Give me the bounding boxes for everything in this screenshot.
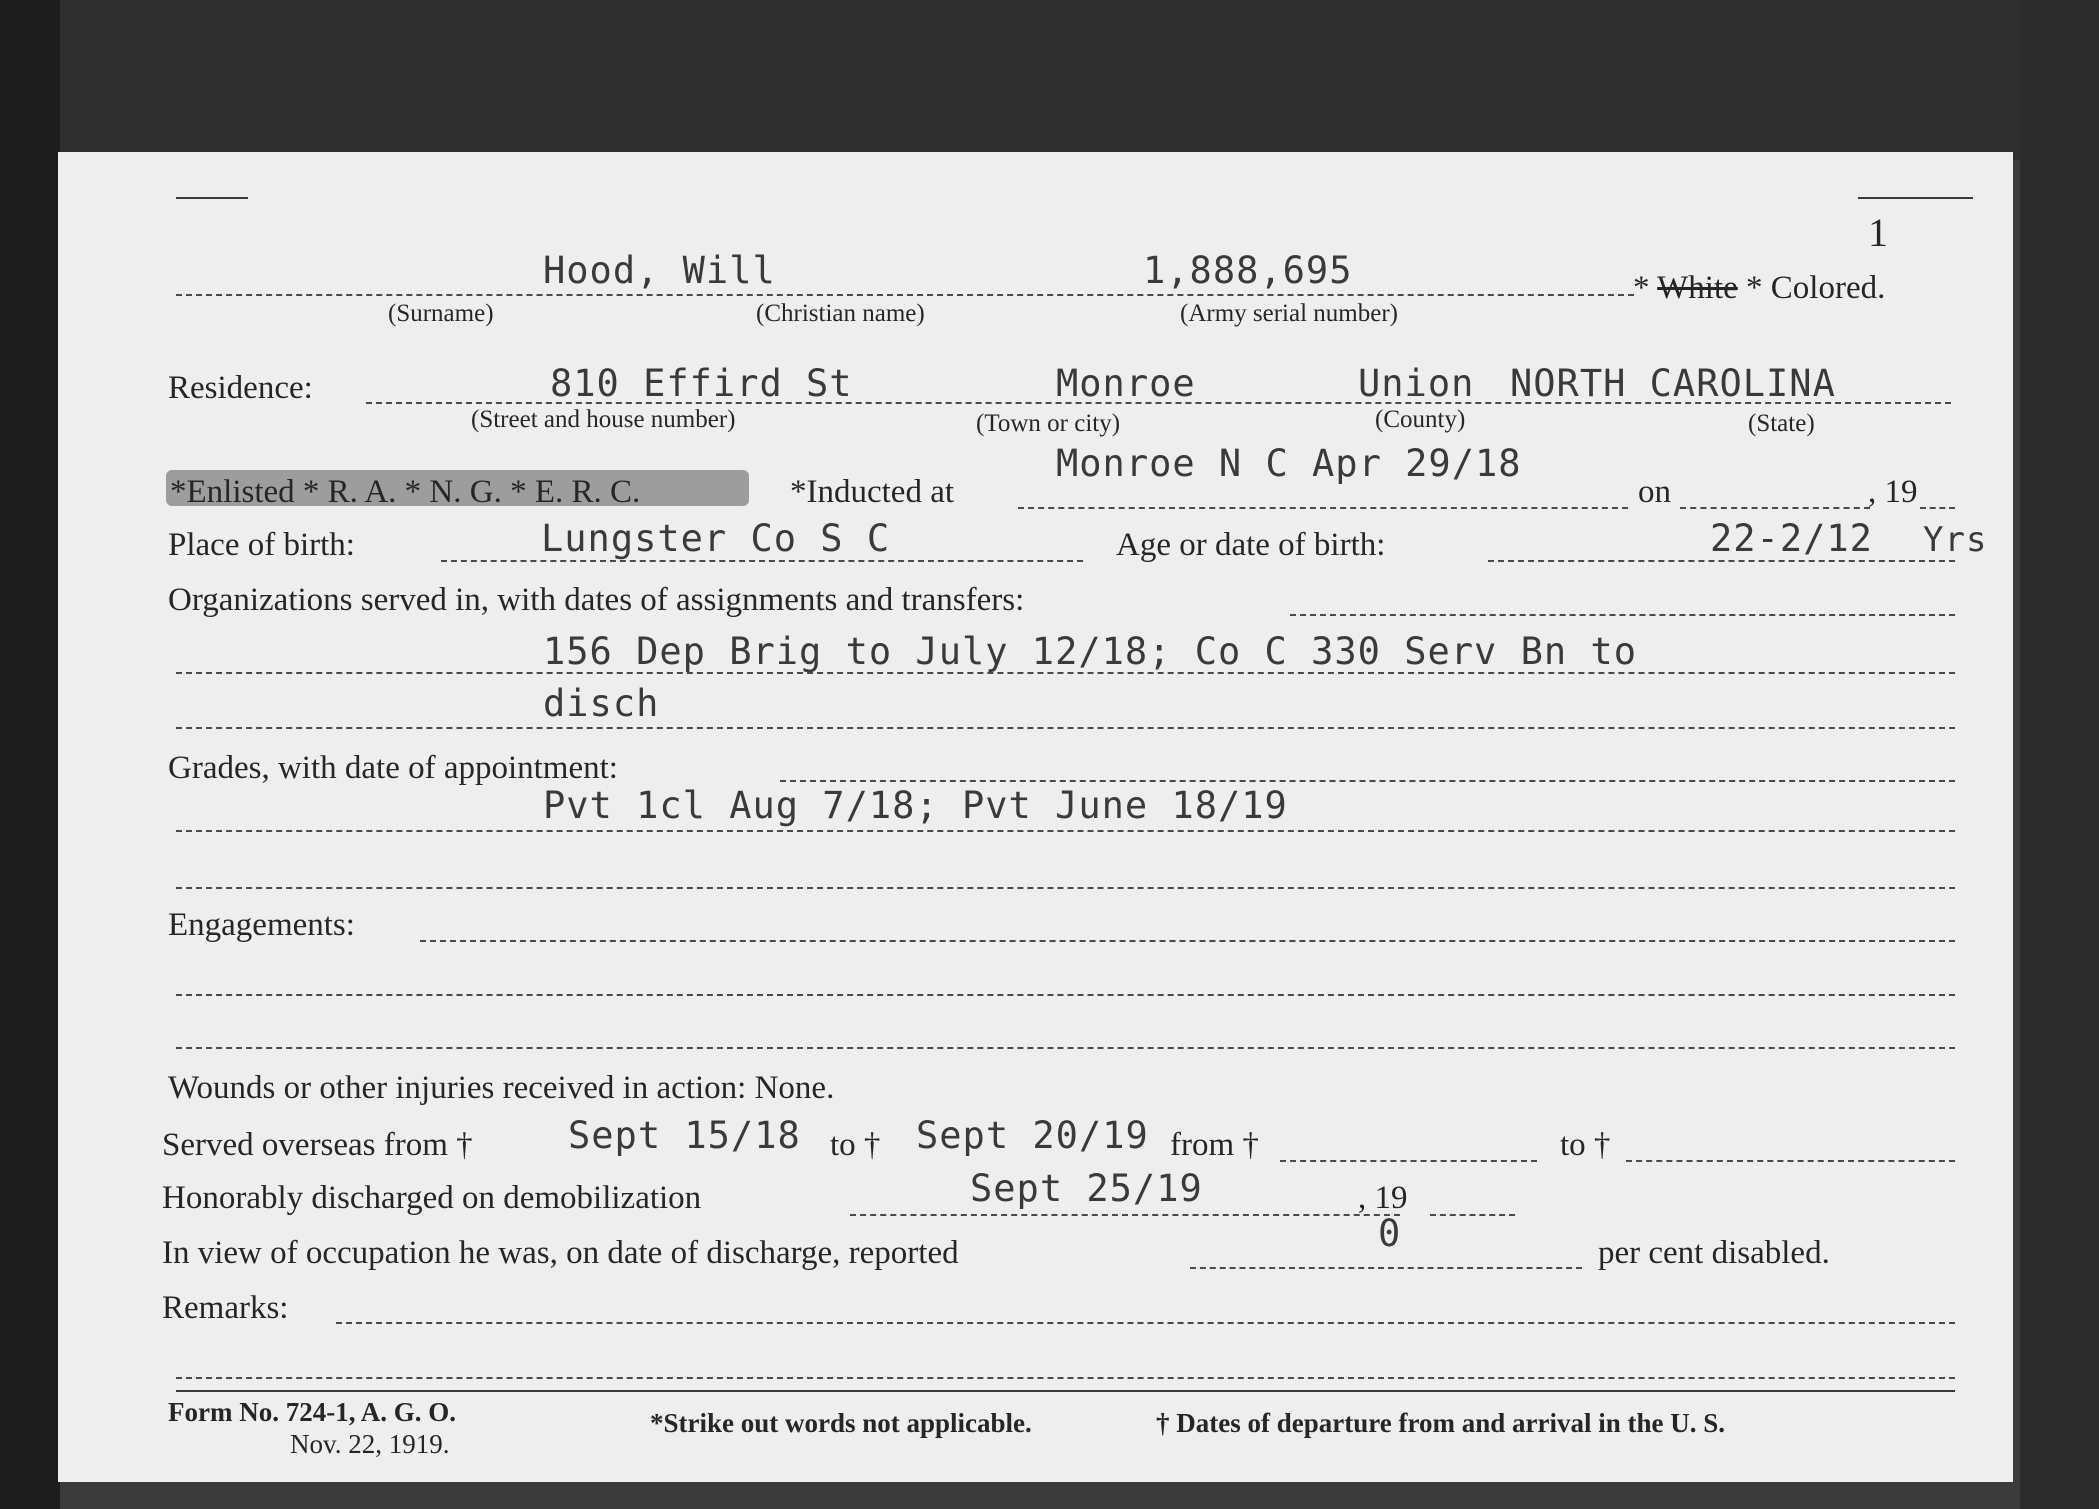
engagements-label: Engagements: [168,907,355,943]
disability-label-end: per cent disabled. [1598,1235,1830,1271]
age-line [1488,560,1955,562]
scanner-background-left [0,0,60,1509]
name-line [176,294,1634,296]
age-label: Age or date of birth: [1116,527,1386,563]
engagements-line-2 [176,1047,1955,1049]
organizations-line-0 [1290,614,1955,616]
organizations-line2-value: disch [543,682,660,725]
organizations-line-2 [176,727,1955,729]
discharge-year-line [1430,1214,1515,1216]
scanner-background-top [0,0,2099,160]
organizations-line-1 [176,672,1955,674]
overseas-to-value: Sept 20/19 [916,1114,1149,1157]
discharge-year-label: , 19 [1358,1180,1408,1216]
grades-line-1 [176,830,1955,832]
overseas-to-label: to † [830,1127,881,1163]
christian-name-caption: (Christian name) [756,300,925,327]
bottom-rule [176,1390,1955,1392]
on-label: on [1638,474,1671,510]
place-of-birth-label: Place of birth: [168,527,355,563]
disability-value: 0 [1378,1212,1402,1255]
engagements-line-1 [176,994,1955,996]
remarks-line-1 [176,1377,1955,1379]
discharge-line [850,1214,1400,1216]
residence-label: Residence: [168,370,313,406]
footnote-dates: † Dates of departure from and arrival in the U. S. [1156,1408,1725,1438]
age-value: 22-2/12 [1710,517,1873,560]
service-record-card [58,152,2013,1482]
induction-year-label: , 19 [1868,474,1918,510]
place-of-birth-line [441,560,1083,562]
organizations-label: Organizations served in, with dates of assignments and transfers: [168,582,1025,618]
race-options: * White * Colored. [1633,270,1886,306]
on-line [1680,507,1870,509]
serial-value: 1,888,695 [1143,249,1353,292]
inducted-line [1018,507,1628,509]
form-date: Nov. 22, 1919. [290,1429,450,1459]
discharge-value: Sept 25/19 [970,1167,1203,1210]
engagements-line-0 [420,940,1955,942]
surname-caption: (Surname) [388,300,494,327]
enlistment-type-text: *Enlisted * R. A. * N. G. * E. R. C. [170,474,641,510]
overseas-to2-line [1626,1160,1955,1162]
place-of-birth-value: Lungster Co S C [541,517,891,560]
induction-year-line [1920,507,1955,509]
inducted-at-value: Monroe N C Apr 29/18 [1056,442,1522,485]
form-number: Form No. 724-1, A. G. O. [168,1397,456,1427]
wounds-label: Wounds or other injuries received in action: None. [168,1070,835,1106]
residence-street: 810 Effird St [550,362,853,405]
overseas-from2-label: from † [1170,1127,1259,1163]
grades-line-2 [176,887,1955,889]
remarks-line-0 [336,1322,1955,1324]
card-number: 1 [1868,210,1888,255]
overseas-from2-line [1280,1160,1537,1162]
grades-value: Pvt 1cl Aug 7/18; Pvt June 18/19 [543,784,1288,827]
residence-state: NORTH CAROLINA [1510,362,1836,405]
overseas-to2-label: to † [1560,1127,1611,1163]
overseas-from-label: Served overseas from † [162,1127,473,1163]
surname-value: Hood, Will [543,249,776,292]
serial-caption: (Army serial number) [1180,300,1398,327]
scanner-background-right [2020,0,2099,1509]
remarks-label: Remarks: [162,1290,289,1326]
county-caption: (County) [1375,406,1466,433]
inducted-at-label: *Inducted at [790,474,955,510]
age-unit: Yrs [1923,520,1988,560]
residence-county: Union [1358,362,1475,405]
footnote-strike-out: *Strike out words not applicable. [650,1408,1032,1438]
state-caption: (State) [1748,410,1815,437]
discharge-label: Honorably discharged on demobilization [162,1180,702,1216]
grades-line-0 [780,780,1955,782]
organizations-line1-value: 156 Dep Brig to July 12/18; Co C 330 Serv Bn to [543,630,1637,673]
top-left-rule [176,197,248,199]
overseas-from-value: Sept 15/18 [568,1114,801,1157]
disability-label-start: In view of occupation he was, on date of discharge, reported [162,1235,959,1271]
town-caption: (Town or city) [976,410,1121,437]
street-caption: (Street and house number) [471,406,736,433]
disability-line [1190,1267,1582,1269]
residence-town: Monroe [1056,362,1196,405]
grades-label: Grades, with date of appointment: [168,750,618,786]
top-right-rule [1858,197,1973,199]
